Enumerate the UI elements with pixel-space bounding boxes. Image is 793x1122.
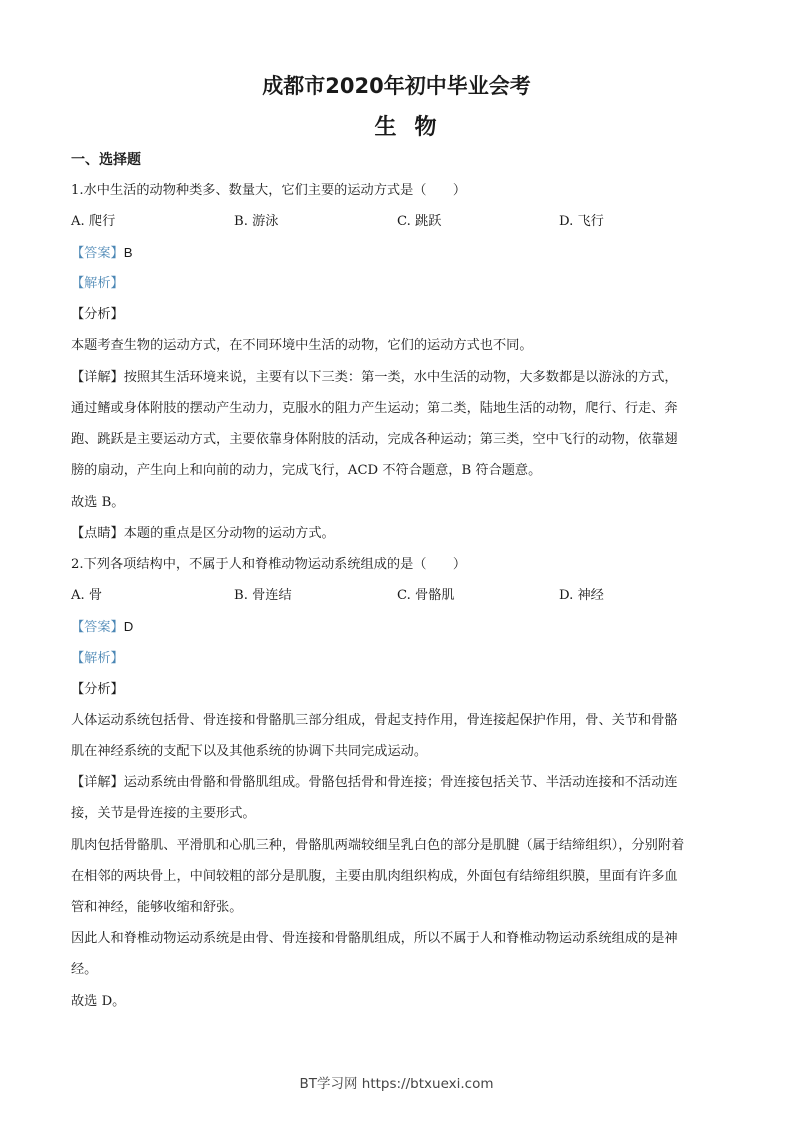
q1-option-d: D. 飞行 <box>559 214 604 229</box>
q1-option-b: B. 游泳 <box>234 214 279 229</box>
q2-detail-line: 肌肉包括骨骼肌、平滑肌和心肌三种，骨骼肌两端较细呈乳白色的部分是肌腱（属于结缔组织），分别附着 <box>71 838 685 853</box>
q1-answer-row <box>71 245 731 262</box>
answer-value: D <box>123 619 134 634</box>
q1-option-c: C. 跳跃 <box>397 214 442 229</box>
q1-option-a: A. 爬行 <box>71 214 116 229</box>
section-heading: 一、选择题 <box>71 152 141 168</box>
q1-detail-line: 【详解】按照其生活环境来说，主要有以下三类：第一类，水中生活的动物，大多数都是以游泳的方式， <box>71 370 678 385</box>
q2-detail-line: 经。 <box>71 962 98 977</box>
q2-analysis-label: 【解析】 <box>71 651 124 666</box>
q2-option-d: D. 神经 <box>559 588 604 603</box>
answer-label: 【答案】 <box>71 246 124 261</box>
q1-conclusion: 故选 B。 <box>71 495 125 510</box>
subject-title: 生物 <box>374 115 455 140</box>
q1-detail-line: 跑、跳跃是主要运动方式，主要依靠身体附肢的活动，完成各种运动；第三类，空中飞行的动物，依靠翅 <box>71 432 678 447</box>
q1-detail-line: 通过鳍或身体附肢的摆动产生动力，克服水的阻力产生运动；第二类，陆地生活的动物，爬行、行走、奔 <box>71 401 678 416</box>
q2-option-b: B. 骨连结 <box>234 588 292 603</box>
footer-watermark-link[interactable]: BT学习网 https://btxuexi.com <box>299 1076 494 1092</box>
q2-answer-row <box>71 619 731 636</box>
q2-fenxi-line: 肌在神经系统的支配下以及其他系统的协调下共同完成运动。 <box>71 744 428 759</box>
q2-fenxi-label: 【分析】 <box>71 682 124 697</box>
q2-detail-line: 管和神经，能够收缩和舒张。 <box>71 900 243 915</box>
q2-detail-line: 因此人和脊椎动物运动系统是由骨、骨连接和骨骼肌组成，所以不属于人和脊椎动物运动系统组成的是神 <box>71 931 678 946</box>
q1-fenxi-label: 【分析】 <box>71 307 124 322</box>
q2-detail-line: 在相邻的两块骨上，中间较粗的部分是肌腹，主要由肌肉组织构成，外面包有结缔组织膜，里面有许多血 <box>71 869 678 884</box>
question-2-stem: 2.下列各项结构中，不属于人和脊椎动物运动系统组成的是（ ） <box>71 557 467 572</box>
answer-value: B <box>123 245 133 260</box>
q1-analysis-label: 【解析】 <box>71 276 124 291</box>
q2-detail-line: 【详解】运动系统由骨骼和骨骼肌组成。骨骼包括骨和骨连接；骨连接包括关节、半活动连接和不活动连 <box>71 775 678 790</box>
q2-detail-line: 接，关节是骨连接的主要形式。 <box>71 806 256 821</box>
answer-label: 【答案】 <box>71 620 124 635</box>
question-1-stem: 1.水中生活的动物种类多、数量大，它们主要的运动方式是（ ） <box>71 183 467 198</box>
q1-detail-line: 膀的扇动，产生向上和向前的动力，完成飞行，ACD 不符合题意，B 符合题意。 <box>71 463 542 478</box>
q2-conclusion: 故选 D。 <box>71 994 126 1009</box>
q2-option-c: C. 骨骼肌 <box>397 588 455 603</box>
q2-option-a: A. 骨 <box>71 588 103 603</box>
q1-fenxi-text: 本题考查生物的运动方式，在不同环境中生活的动物，它们的运动方式也不同。 <box>71 338 533 353</box>
page-title: 成都市2020年初中毕业会考 <box>262 74 531 98</box>
q2-fenxi-line: 人体运动系统包括骨、骨连接和骨骼肌三部分组成，骨起支持作用，骨连接起保护作用，骨、关节和骨骼 <box>71 713 678 728</box>
q1-dianjing: 【点睛】本题的重点是区分动物的运动方式。 <box>71 526 335 541</box>
